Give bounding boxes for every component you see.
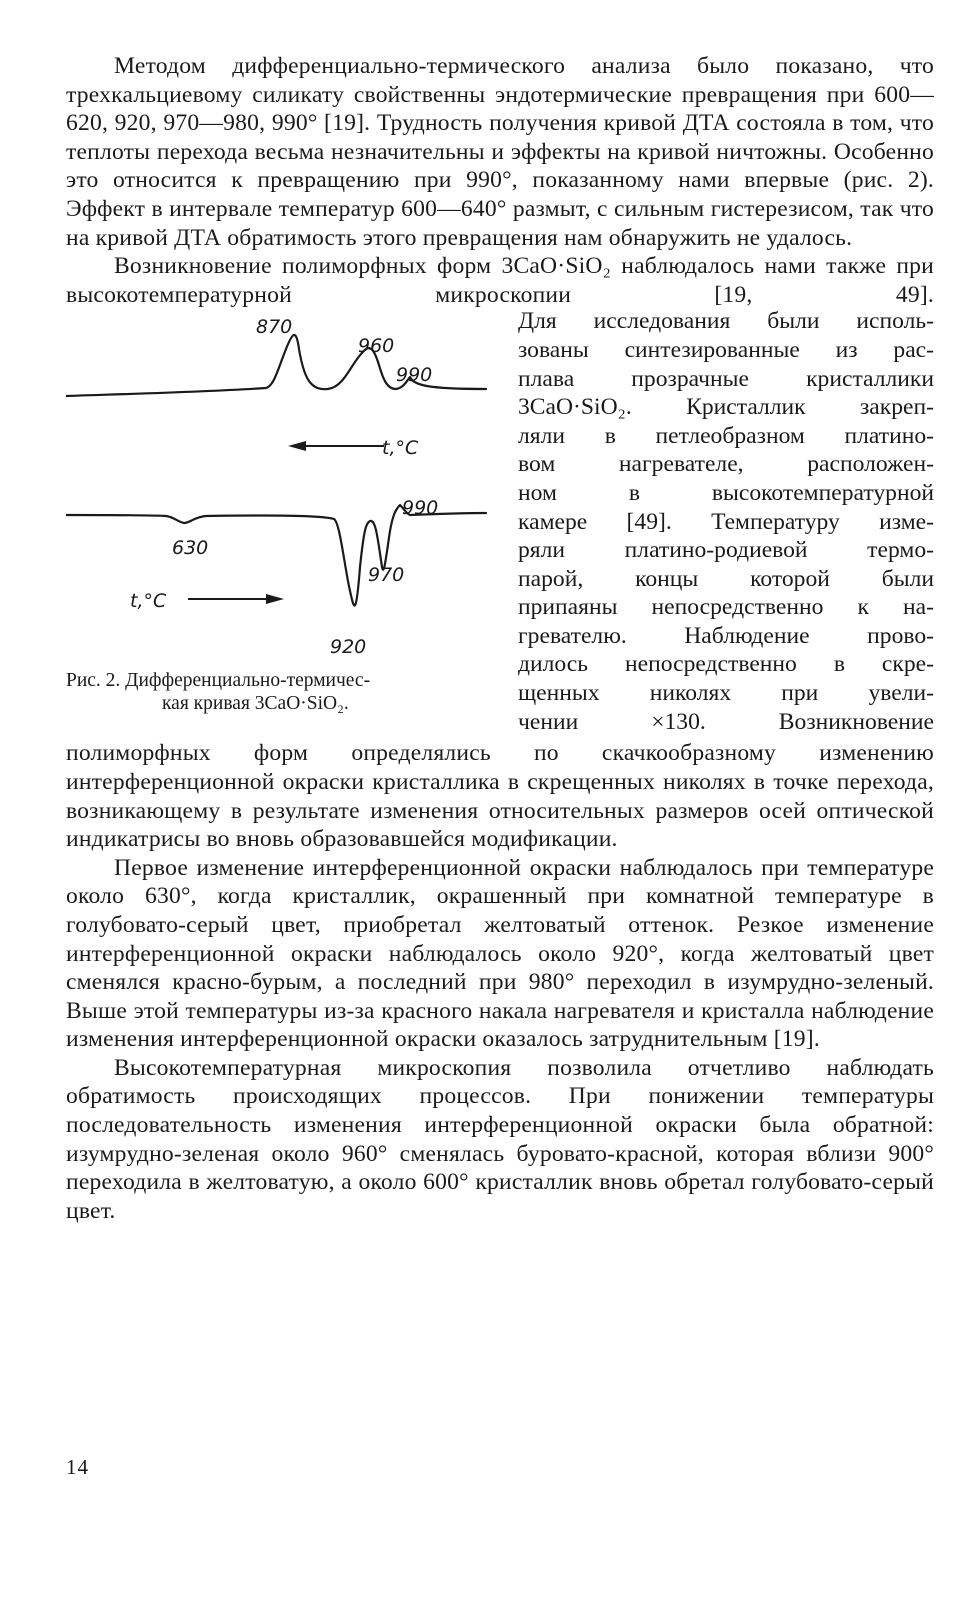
side-line: чении ×130. Возникновение	[518, 708, 934, 735]
label-990-bottom: 990	[402, 497, 439, 520]
paragraph-polymorph-continued: полиморфных форм определялись по скачкообразному изменению интерференционной окраски кристаллика в скрещенных николях в точке перехода, возникающему в результате изменения относительных размеров осей оптической индикатрисы во вновь образовавшейся модификации.	[66, 740, 934, 853]
paragraph-polymorph-intro: Возникновение полиморфных форм 3CaO·SiO₂ наблюдалось нами также при высокотемпературной микроскопии [19, 49].	[66, 253, 934, 308]
arrow-left-icon	[288, 441, 306, 451]
side-line: ном в высокотемпературной	[518, 479, 934, 506]
label-630: 630	[172, 537, 209, 560]
paragraph-reversibility: Высокотемпературная микроскопия позволила отчетливо наблюдать обратимость происходящих процессов. При понижении температуры последовательность изменения интерференционной окраски была обратной: изумрудно-зеленая около 960° сменялась буровато-красной, которая вблизи 900° переходила в желтоватую, а около 600° кристаллик вновь обретал голубовато-серый цвет.	[66, 1054, 934, 1224]
figure-caption	[66, 669, 498, 715]
side-line: зованы синтезированные из рас-	[518, 336, 934, 363]
caption-line-1: Рис. 2. Дифференциально-термичес-	[66, 670, 371, 692]
dta-figure	[66, 309, 498, 739]
side-line: ляли в петлеобразном платино-	[518, 422, 934, 449]
side-line: ряли платино-родиевой термо-	[518, 537, 934, 564]
side-line: плава прозрачные кристаллики	[518, 365, 934, 392]
side-text-column	[518, 307, 934, 736]
label-920: 920	[330, 636, 367, 659]
label-960: 960	[358, 335, 395, 358]
label-axis-bottom: t,°C	[130, 590, 167, 613]
figure-block	[66, 309, 934, 739]
paragraph-dta-analysis: Методом дифференциально-термического анализа было показано, что трехкальциевому силикату свойственны эндотермические превращения при 600—620, 920, 970—980, 990° [19]. Трудность получения кривой ДТА состояла в том, что теплоты перехода весьма незначительны и эффекты на кривой ничтожны. Особенно это относится к превращению при 990°, показанному нами впервые (рис. 2). Эффект в интервале температур 600—640° размыт, с сильным гистерезисом, так что на кривой ДТА обратимость этого превращения нам обнаружить не удалось.	[66, 53, 934, 251]
side-line: припаяны непосредственно к на-	[518, 594, 934, 621]
arrow-right-icon	[266, 594, 284, 604]
paragraph-color-change: Первое изменение интерференционной окраски наблюдалось при температуре около 630°, когда кристаллик, окрашенный при комнатной температуре в голубовато-серый цвет, приобретал желтоватый оттенок. Резкое изменение интерференционной окраски наблюдалось около 920°, когда желтоватый цвет сменялся красно-бурым, а последний при 980° переходил в изумрудно-зеленый. Выше этой температуры из-за красного накала нагревателя и кристалла наблюдение изменения интерференционной окраски оказалось затруднительным [19].	[66, 854, 934, 1053]
label-axis-top: t,°C	[382, 437, 419, 460]
side-line: гревателю. Наблюдение прово-	[518, 622, 934, 649]
label-870: 870	[256, 316, 293, 339]
dta-curve-chart	[66, 309, 498, 669]
label-970: 970	[368, 564, 405, 587]
side-line: 3CaO·SiO₂. Кристаллик закреп-	[518, 394, 934, 421]
side-line: дилось непосредственно в скре-	[518, 651, 934, 678]
side-line: щенных николях при увели-	[518, 680, 934, 707]
dta-heating-curve	[66, 505, 486, 606]
page-content	[66, 52, 934, 1225]
side-line: камере [49]. Температуру изме-	[518, 508, 934, 535]
caption-line-2: кая кривая 3CaO·SiO₂.	[162, 693, 349, 715]
side-line: вом нагревателе, расположен-	[518, 451, 934, 478]
side-line: парой, концы которой были	[518, 565, 934, 592]
label-990-top: 990	[396, 364, 433, 387]
page-number: 14	[66, 1455, 89, 1479]
side-line: Для исследования были исполь-	[518, 308, 934, 335]
